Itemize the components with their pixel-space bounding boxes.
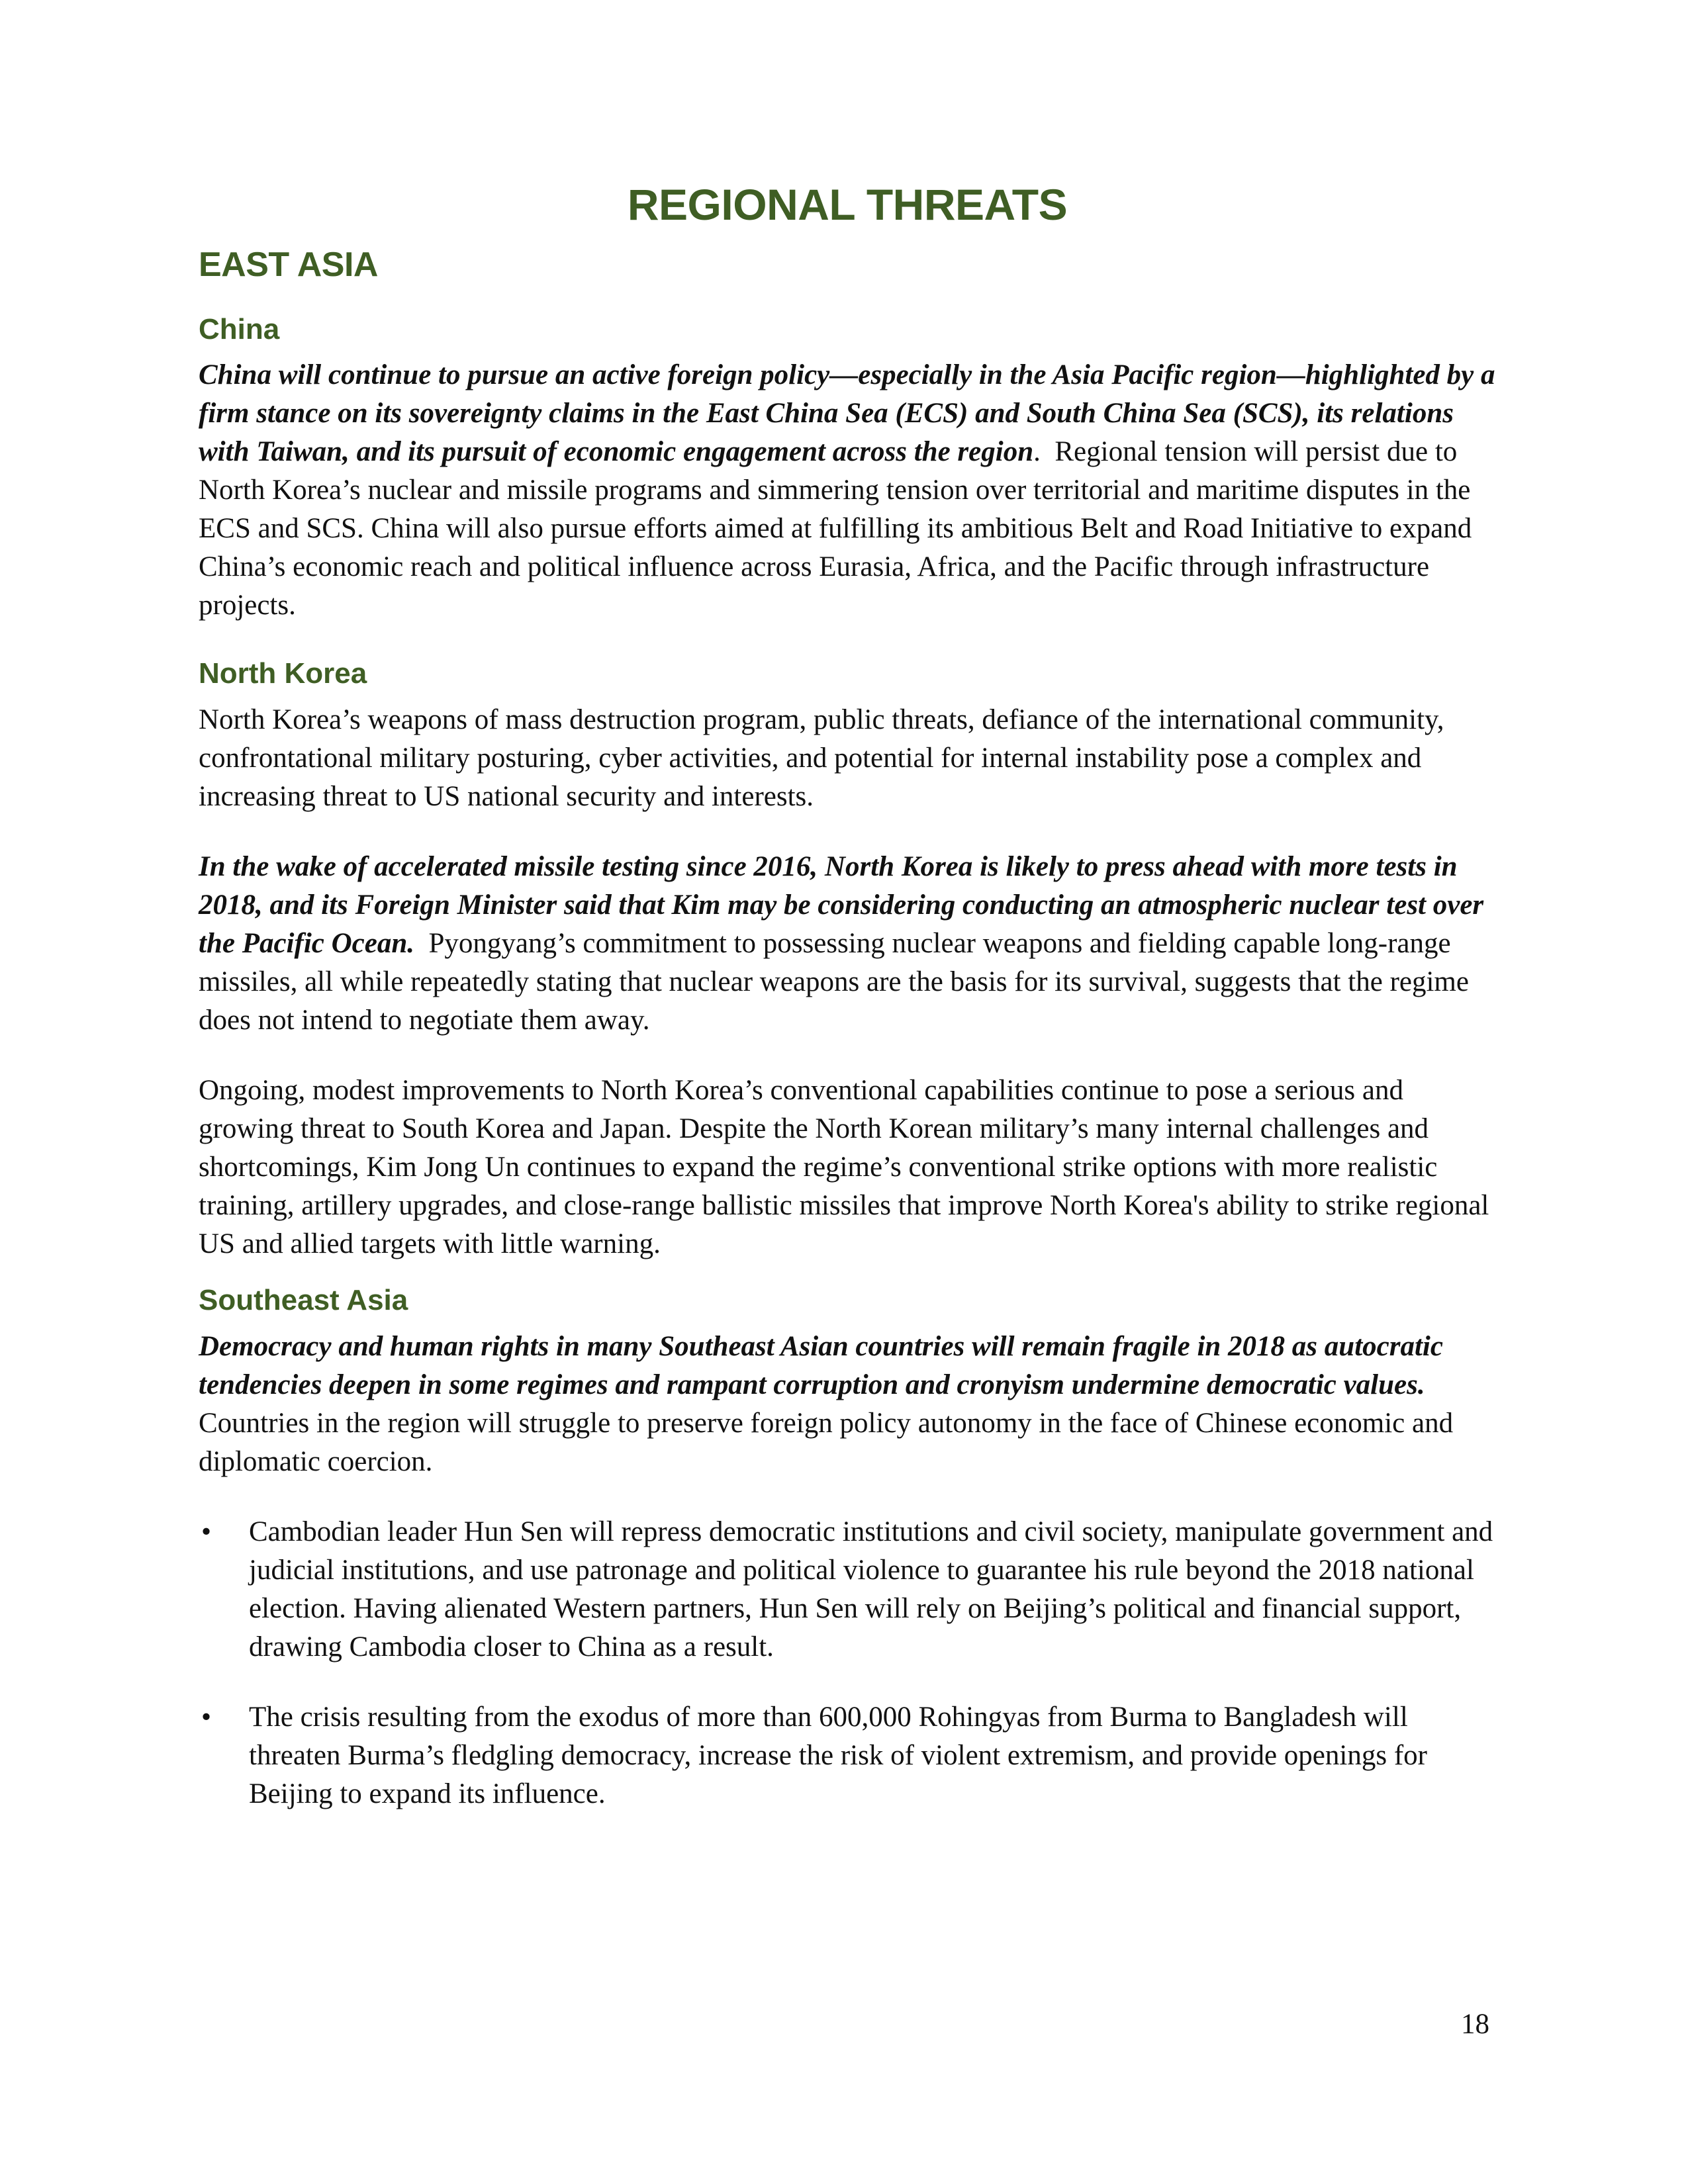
southeast-asia-bullet-list	[199, 1513, 1496, 1813]
china-body-text: Regional tension will persist due to North Korea’s nuclear and missile programs and simmering tension over territorial and maritime disputes in the ECS and SCS. China will also pursue efforts aimed at fulfilling its ambitious Belt and Road Initiative to expand China’s economic reach and political influence across Eurasia, Africa, and the Pacific through infrastructure projects.	[199, 436, 1472, 621]
southeast-asia-lead-text: Democracy and human rights in many Southeast Asian countries will remain fragile in 2018 as autocratic tendencies deepen in some regimes and rampant corruption and cronyism undermine democratic values.	[199, 1330, 1443, 1400]
page-title: REGIONAL THREATS	[627, 180, 1068, 229]
subheading-china: China	[199, 312, 280, 345]
bullet-text-rohingya: The crisis resulting from the exodus of more than 600,000 Rohingyas from Burma to Bangladesh will threaten Burma’s fledgling democracy, increase the risk of violent extremism, and provide openings for Beijing to expand its influence.	[249, 1701, 1427, 1809]
bullet-icon: •	[201, 1701, 212, 1733]
north-korea-paragraph-3: Ongoing, modest improvements to North Korea’s conventional capabilities continue to pose a serious and growing threat to South Korea and Japan. Despite the North Korean military’s many internal challenges and shortcomings, Kim Jong Un continues to expand the regime’s conventional strike options with more realistic training, artillery upgrades, and close-range ballistic missiles that improve North Korea's ability to strike regional US and allied targets with little warning.	[199, 1075, 1489, 1260]
subheading-southeast-asia: Southeast Asia	[199, 1284, 408, 1317]
page-number: 18	[1461, 2009, 1489, 2040]
section-title-east-asia: EAST ASIA	[199, 246, 378, 285]
north-korea-paragraph-1: North Korea’s weapons of mass destruction program, public threats, defiance of the international community, confrontational military posturing, cyber activities, and potential for internal instability pose a complex and increasing threat to US national security and interests.	[199, 704, 1444, 813]
list-item	[199, 1698, 1496, 1813]
bullet-text-cambodia: Cambodian leader Hun Sen will repress democratic institutions and civil society, manipulate government and judicial institutions, and use patronage and political violence to guarantee his rule beyond the 2018 national election. Having alienated Western partners, Hun Sen will rely on Beijing’s political and financial support, drawing Cambodia closer to China as a result.	[249, 1516, 1493, 1662]
china-lead-text: China will continue to pursue an active foreign policy—especially in the Asia Pacific region—highlighted by a firm stance on its sovereignty claims in the East China Sea (ECS) and South China Sea (SCS), its relations with Taiwan, and its pursuit of economic engagement across the region	[199, 359, 1495, 468]
china-paragraph	[199, 356, 1496, 625]
north-korea-body-text: Pyongyang’s commitment to possessing nuclear weapons and fielding capable long-range missiles, all while repeatedly stating that nuclear weapons are the basis for its survival, suggests that the regime does not intend to negotiate them away.	[199, 928, 1469, 1036]
north-korea-paragraph-2	[199, 848, 1496, 1040]
subheading-north-korea: North Korea	[199, 657, 367, 690]
bullet-icon: •	[201, 1516, 212, 1547]
page-content	[199, 179, 1496, 1845]
north-korea-lead-text: In the wake of accelerated missile testing since 2016, North Korea is likely to press ahead with more tests in 2018, and its Foreign Minister said that Kim may be considering conducting an atmospheric nuclear test over the Pacific Ocean.	[199, 851, 1484, 960]
southeast-asia-paragraph	[199, 1328, 1496, 1481]
southeast-asia-body-text: Countries in the region will struggle to preserve foreign policy autonomy in the face of Chinese economic and diplomatic coercion.	[199, 1407, 1454, 1477]
list-item	[199, 1513, 1496, 1666]
china-lead-period: .	[1033, 436, 1041, 468]
